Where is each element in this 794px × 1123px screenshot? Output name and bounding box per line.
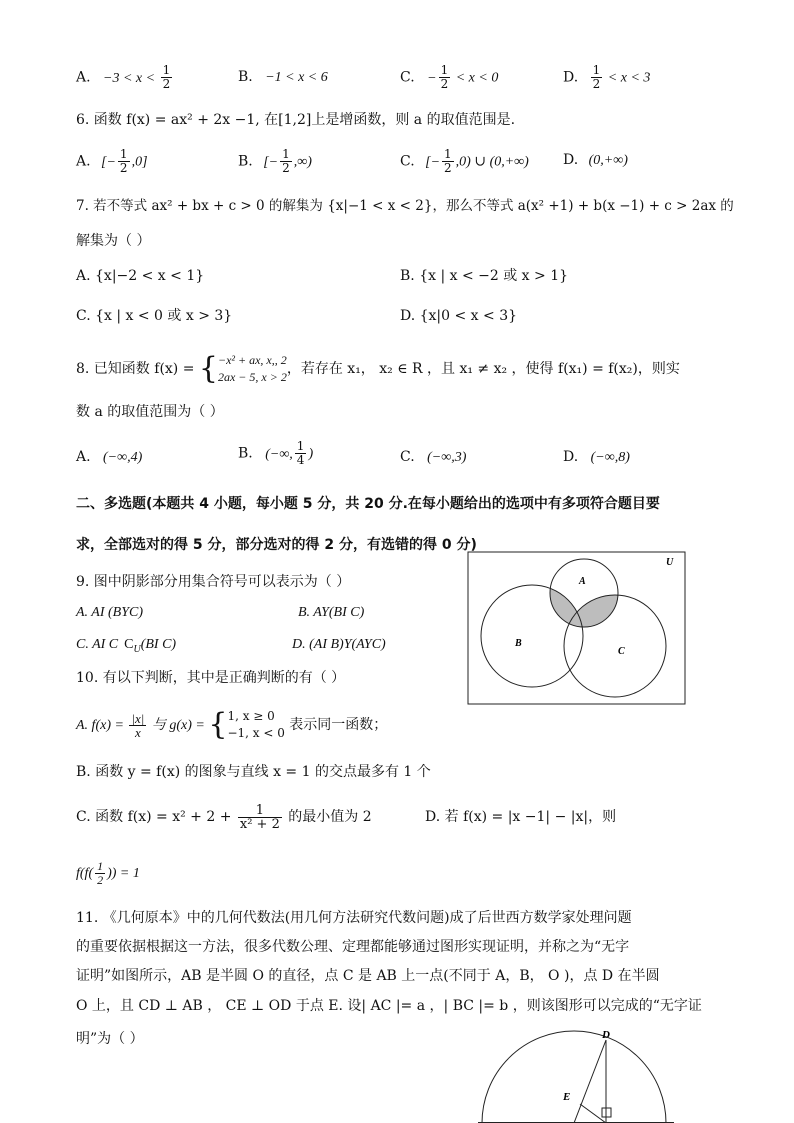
q8-stem-line2: 数 a 的取值范围为（ ） <box>76 404 224 420</box>
fraction: $\frac{1}{2}$ <box>444 147 452 175</box>
q5-option-a[interactable]: A. −3 < x < $\frac{1}{2}$ <box>76 63 171 91</box>
q9-option-b[interactable]: B. AY(BI C) <box>298 605 365 620</box>
q11-line2: 的重要依据根据这一方法，很多代数公理、定理都能够通过图形实现证明，并称之为“无字 <box>76 939 630 955</box>
fraction: $\frac{1}{2}$ <box>97 859 104 888</box>
q6-option-a[interactable]: A. [− $\frac{1}{2}$ ,0] <box>76 147 148 175</box>
q7-stem-line1: 7. 若不等式 ax² + bx + c > 0 的解集为 {x|−1 < x < 2}，那么不等式 a(x² +1) + b(x −1) + c > 2ax 的 <box>76 198 734 214</box>
q9-option-c[interactable]: C. AI C $C_U(BI$ C) <box>76 637 177 655</box>
q7-option-b[interactable]: B. {x | x < −2 或 x > 1} <box>400 268 569 284</box>
fraction: $\frac{1}{2}$ <box>282 147 290 175</box>
shaded-region-ac <box>564 595 666 697</box>
label-e: E <box>563 1091 571 1103</box>
q8-stem-line1: 8. 已知函数 f(x) = { −x² + ax, x,, 2 2ax − 5, x > 2 ，若存在 x₁， x₂ ∈ R ，且 x₁ ≠ x₂ ，使得 f(x₁) = f(x₂)，则实 <box>76 351 680 386</box>
q11-line3: 证明”如图所示，AB 是半圆 O 的直径，点 C 是 AB 上一点(不同于 A，B， O )，点 D 在半圆 <box>76 968 660 984</box>
fraction: $\frac{1}{4}$ <box>296 439 305 467</box>
q6-option-b[interactable]: B. [− $\frac{1}{2}$ ,∞) <box>238 147 312 175</box>
venn-diagram <box>467 551 686 705</box>
q5-option-b-text: −1 < x < 6 <box>265 70 328 85</box>
label-d: D <box>602 1030 610 1041</box>
label-u: U <box>666 557 674 568</box>
q10-option-d-expr: f(f( $\frac{1}{2}$ )) = 1 <box>76 859 140 888</box>
piecewise-cases: −x² + ax, x,, 2 2ax − 5, x > 2 <box>217 353 287 384</box>
section-heading-line1: 二、多选题(本题共 4 小题，每小题 5 分，共 20 分.在每小题给出的选项中有多项符合题目要 <box>76 496 660 512</box>
q9-option-a[interactable]: A. AI (BYC) <box>76 605 144 620</box>
semicircle-arc <box>482 1031 666 1123</box>
q7-option-c[interactable]: C. {x | x < 0 或 x > 3} <box>76 308 233 324</box>
q11-line1: 11. 《几何原本》中的几何代数法(用几何方法研究代数问题)成了后世西方数学家处理问题 <box>76 910 632 926</box>
fraction: $\frac{1}{\text{x² + 2}}$ <box>239 802 280 832</box>
q5-option-c[interactable]: C. − $\frac{1}{2}$ < x < 0 <box>400 63 499 91</box>
q10-option-a[interactable]: A. f(x) = $\frac{|x|}{x}$ 与 g(x) = { 1, x ≥ 0 −1, x < 0 表示同一函数； <box>76 707 388 742</box>
q8-option-b[interactable]: B. (−∞, $\frac{1}{4}$ ) <box>238 439 314 467</box>
q6-option-c[interactable]: C. [− $\frac{1}{2}$ ,0) ∪ (0,+∞) <box>400 147 529 175</box>
q7-option-a[interactable]: A. {x|−2 < x < 1} <box>76 268 205 284</box>
label-c: C <box>618 646 625 657</box>
fraction: $\frac{|x|}{x}$ <box>131 710 145 740</box>
q8-option-a[interactable]: A. (−∞,4) <box>76 449 143 465</box>
fraction: $\frac{1}{2}$ <box>119 147 128 175</box>
q8-option-d[interactable]: D. (−∞,8) <box>563 449 630 465</box>
q5-option-d[interactable]: D. $\frac{1}{2}$ < x < 3 <box>563 63 651 91</box>
semicircle-figure <box>478 1030 674 1123</box>
q10-stem: 10. 有以下判断，其中是正确判断的有（ ） <box>76 670 346 686</box>
q5-option-a-text: −3 < x < <box>103 70 159 86</box>
label-b: B <box>515 638 522 649</box>
q10-option-c[interactable]: C. 函数 f(x) = x² + 2 + $\frac{1}{\text{x² + 2}}$ 的最小值为 2 <box>76 802 372 832</box>
segment-od <box>574 1040 606 1123</box>
fraction: $\frac{1}{2}$ <box>592 63 601 91</box>
fraction: $\frac{1}{2}$ <box>440 63 449 91</box>
q8-option-c[interactable]: C. (−∞,3) <box>400 449 467 465</box>
piecewise-cases: 1, x ≥ 0 −1, x < 0 <box>227 709 285 740</box>
shaded-region-ab <box>481 585 583 687</box>
q10-option-d[interactable]: D. 若 f(x) = |x −1| − |x|，则 <box>425 809 617 825</box>
q9-option-d[interactable]: D. (AI B)Y(AYC) <box>292 637 386 652</box>
section-heading-line2: 求，全部选对的得 5 分，部分选对的得 2 分，有选错的得 0 分) <box>76 537 477 553</box>
q9-stem: 9. 图中阴影部分用集合符号可以表示为（ ） <box>76 574 351 590</box>
q7-option-d[interactable]: D. {x|0 < x < 3} <box>400 308 518 324</box>
q6-stem: 6. 函数 f(x) = ax² + 2x −1, 在[1,2]上是增函数，则 a 的取值范围是. <box>76 112 516 128</box>
label-a: A <box>579 576 586 587</box>
q11-line5: 明”为（ ） <box>76 1031 144 1047</box>
q11-line4: O 上，且 CD ⊥ AB ， CE ⊥ OD 于点 E. 设| AC |= a ，| BC |= b ，则该图形可以完成的“无字证 <box>76 998 702 1014</box>
fraction: $\frac{1}{2}$ <box>162 63 171 91</box>
q7-stem-line2: 解集为（ ） <box>76 233 151 249</box>
q5-option-b[interactable]: B. −1 < x < 6 <box>238 69 328 85</box>
q6-option-d[interactable]: D. (0,+∞) <box>563 152 628 168</box>
q10-option-b[interactable]: B. 函数 y = f(x) 的图象与直线 x = 1 的交点最多有 1 个 <box>76 764 431 780</box>
